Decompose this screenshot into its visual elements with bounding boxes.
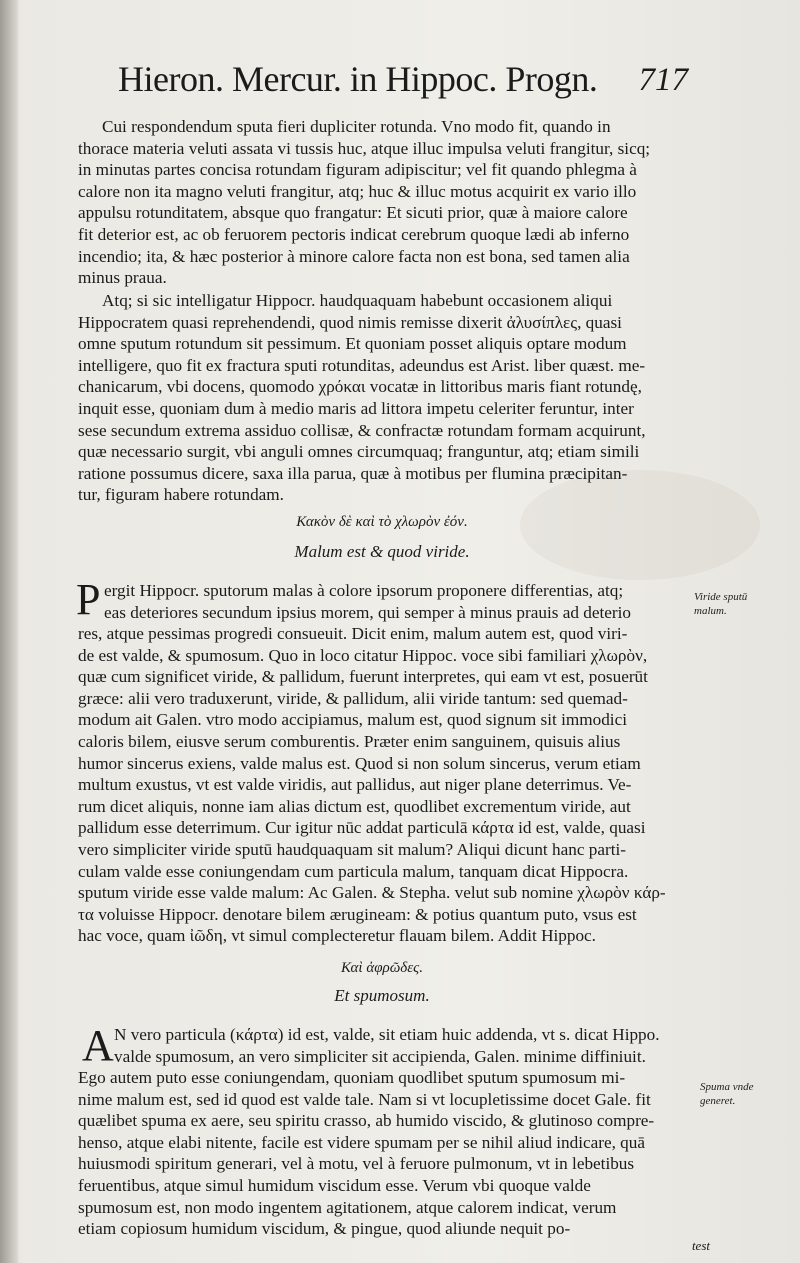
text-line: ratione possumus dicere, saxa illa parua, quæ à motibus per flumina præcipitan- xyxy=(78,463,628,483)
text-line: feruentibus, atque simul humidum viscidum esse. Verum vbi quoque valde xyxy=(78,1175,591,1195)
text-line: nime malum est, sed id quod est valde tale. Nam si vt locupletissime docet Gale. fit xyxy=(78,1089,651,1109)
text-line: inquit esse, quoniam dum à medio maris ad littora impetu celeriter feruntur, inter xyxy=(78,398,634,418)
paragraph-3-opening xyxy=(104,580,688,623)
drop-cap-p: P xyxy=(76,575,101,624)
text-line: modum ait Galen. vtro modo accipiamus, malum est, quod signum sit immodici xyxy=(78,710,627,730)
latin-lemma-1: Malum est & quod viride. xyxy=(294,542,470,561)
text-line: quælibet spuma ex aere, seu spiritu crasso, ab humido viscido, & glutinoso compre- xyxy=(78,1111,655,1131)
text-line: Ego autem puto esse coniungendam, quoniam quodlibet sputum spumosum mi- xyxy=(78,1068,626,1087)
text-line: quæ cum significet viride, & pallidum, fuerunt interpretes, qui eam vt est, posuerūt xyxy=(78,667,648,687)
text-line: multum exustus, vt est valde viridis, aut pallidus, aut niger plane deterrimus. Ve- xyxy=(78,775,632,795)
text-line: tur, figuram habere rotundam. xyxy=(78,485,284,505)
paragraph-2 xyxy=(78,290,686,506)
greek-lemma-2: Καὶ ἀφρῶδες. xyxy=(340,960,424,976)
text-line: chanicarum, vbi docens, quomodo χρόκαι vocatæ in littoribus maris fiant rotundę, xyxy=(78,377,642,397)
text-line: minus praua. xyxy=(78,268,167,288)
text-line: res, atque pessimas progredi consueuit. Dicit enim, malum autem est, quod viri- xyxy=(78,624,628,643)
text-line: græce: alii vero traduxerunt, viride, & pallidum, alii viride tantum: sed quemad- xyxy=(78,688,628,708)
text-line: hac voce, quam ἰῶδη, vt simul complecteretur flauam bilem. Addit Hippoc. xyxy=(78,926,596,946)
latin-lemma-2: Et spumosum. xyxy=(334,986,430,1005)
margin-note-2: Spuma vnde generet. xyxy=(700,1081,754,1107)
catchword: test xyxy=(691,1238,710,1253)
text-line: pallidum esse deterrimum. Cur igitur nūc addat particulā κάρτα id est, valde, quasi xyxy=(78,818,646,838)
text-line: omne sputum rotundum sit pessimum. Et quoniam posset aliquis optare modum xyxy=(78,334,627,354)
text-line: calore non ita magno veluti frangitur, atq; huc & illuc motus acquirit ex vario illo xyxy=(78,181,637,201)
text-line: appulsu rotunditatem, absque quo frangatur: Et sicuti prior, quæ à maiore calore xyxy=(78,203,628,223)
page-gutter-shadow xyxy=(0,0,18,1263)
paragraph-4 xyxy=(78,1067,686,1240)
paragraph-4-opening xyxy=(114,1024,686,1067)
running-title: Hieron. Mercur. in Hippoc. Progn. xyxy=(118,59,598,99)
page-number: 717 xyxy=(638,62,688,98)
text-line: ergit Hippocr. sputorum malas à colore ipsorum proponere differentias, atq; xyxy=(104,581,624,600)
text-line: henso, atque elabi nitente, facile est videre spumam per se nihil aliud indicare, quā xyxy=(78,1132,645,1152)
text-line: thorace materia veluti assata vi tussis huc, atque illuc impulsa veluti frangitur, sicq; xyxy=(78,138,651,158)
text-line: humor sincerus exiens, valde malus est. Quod si non solum sincerus, verum etiam xyxy=(78,753,641,773)
text-line: caloris bilem, eiusve serum comburentis. Præter enim sanguinem, quisuis alius xyxy=(78,731,621,751)
greek-lemma-1: Κακὸν δὲ καὶ τὸ χλωρὸν ἐόν. xyxy=(296,514,468,530)
text-line: rum dicet aliquis, nonne iam alias dictum est, quodlibet excrementum viride, aut xyxy=(78,796,631,816)
text-line: quæ necessario surgit, vbi anguli omnes circumquaq; franguntur, atq; etiam simili xyxy=(78,442,640,462)
text-line: spumosum est, non modo ingentem agitationem, atque calorem indicat, verum xyxy=(78,1197,617,1217)
margin-note-1: Viride sputū malum. xyxy=(694,591,748,617)
text-line: de est valde, & spumosum. Quo in loco citatur Hippoc. voce sibi familiari χλωρὸν, xyxy=(78,645,648,665)
running-header xyxy=(118,58,688,104)
text-line: Hippocratem quasi reprehendendi, quod nimis remisse dixerit ἀλυσίπλες, quasi xyxy=(78,312,622,332)
text-line: intelligere, quo fit ex fractura sputi rotunditas, adeundus est Arist. liber quæst. me- xyxy=(78,355,646,375)
text-line: in minutas partes concisa rotundam figuram adipiscitur; vel fit quando phlegma à xyxy=(78,160,637,180)
paragraph-3 xyxy=(78,623,686,947)
drop-cap-a: A xyxy=(82,1021,114,1070)
text-line: τα voluisse Hippocr. denotare bilem æruginеam: & potius quantum puto, vsus est xyxy=(78,904,637,924)
text-line: etiam copiosum humidum viscidum, & pingue, quod aliunde nequit po- xyxy=(78,1219,571,1239)
text-line: valde spumosum, an vero simpliciter sit accipienda, Galen. minime diffiniuit. xyxy=(114,1046,646,1066)
text-line: sese secundum extrema assiduo collisæ, & confractæ rotundam formam acquirunt, xyxy=(78,420,646,440)
text-line: culam valde esse coniungendam cum particula malum, tanquam dicat Hippocra. xyxy=(78,861,629,881)
text-line: eas deteriores secundum ipsius morem, qui semper à minus prauis ad deterio xyxy=(104,602,631,622)
text-line: Cui respondendum sputa fieri dupliciter rotunda. Vno modo fit, quando in xyxy=(102,117,611,136)
text-line: incendio; ita, & hæc posterior à minore calore facta non est bona, sed tamen alia xyxy=(78,246,630,266)
text-line: fit deterior est, ac ob feruorem pectoris indicat cerebrum quoque lædi ab inferno xyxy=(78,224,630,244)
text-line: N vero particula (κάρτα) id est, valde, sit etiam huic addenda, vt s. dicat Hippo. xyxy=(114,1025,660,1044)
text-line: sputum viride esse valde malum: Ac Galen. & Stepha. velut sub nomine χλωρὸν κάρ- xyxy=(78,883,666,903)
text-line: huiusmodi spiritum generari, vel à motu, vel à feruore pulmonum, vt in lebetibus xyxy=(78,1154,635,1174)
text-line: Atq; si sic intelligatur Hippocr. haudquaquam habebunt occasionem aliqui xyxy=(102,291,613,310)
text-line: vero simpliciter viride sputū haudquaquam sit malum? Aliqui dicunt hanc parti- xyxy=(78,839,626,859)
paragraph-1 xyxy=(78,116,686,289)
